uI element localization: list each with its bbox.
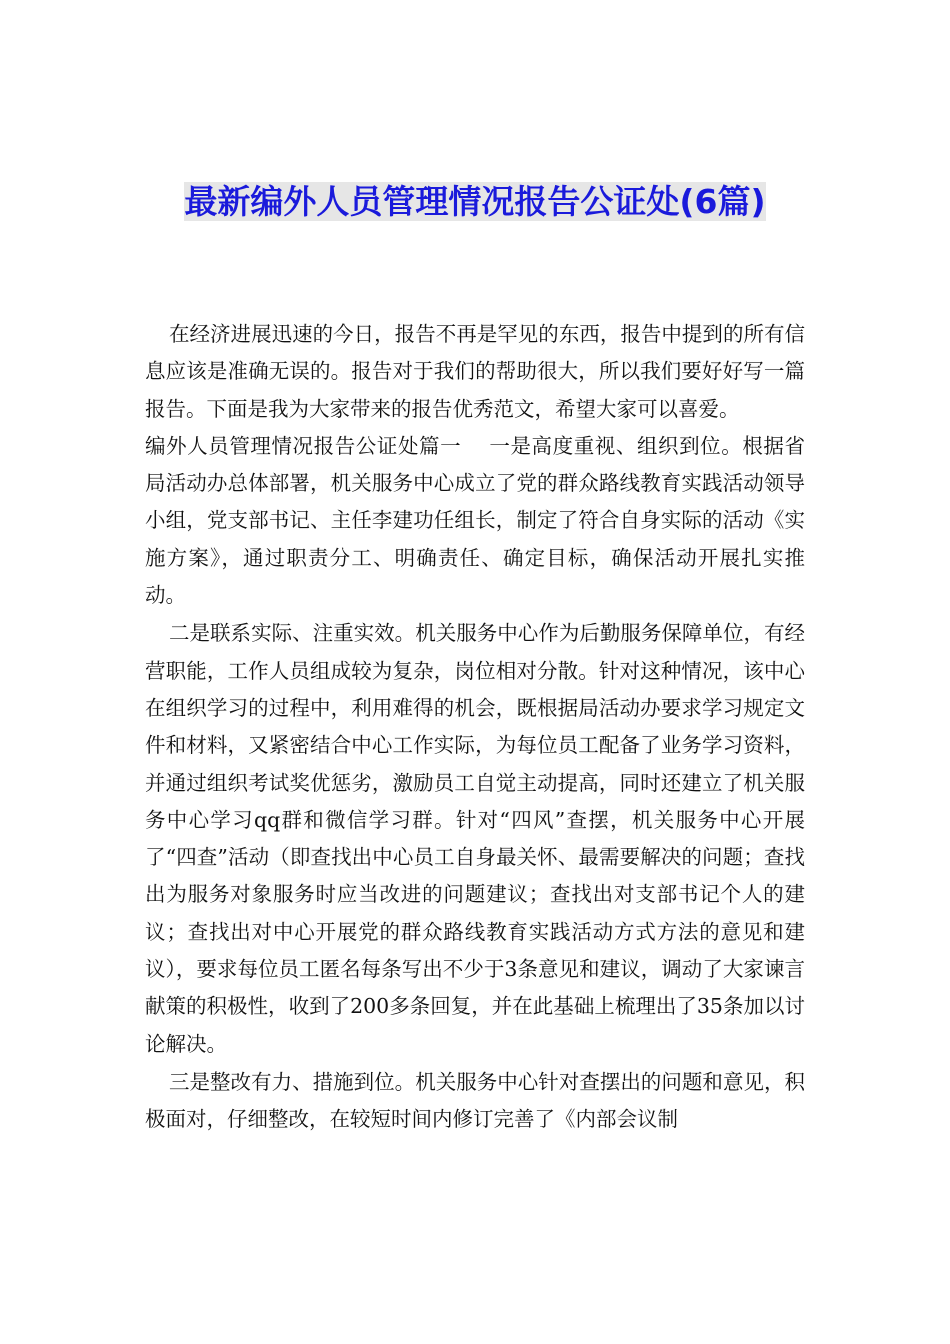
section-two-paragraph: 二是联系实际、注重实效。机关服务中心作为后勤服务保障单位，有经营职能，工作人员组成较为复杂，岗位相对分散。针对这种情况，该中心在组织学习的过程中，利用难得的机会，既根据局活动办要求学习规定文件和材料，又紧密结合中心工作实际，为每位员工配备了业务学习资料，并通过组织考试奖优惩劣，激励员工自觉主动提高，同时还建立了机关服务中心学习qq群和微信学习群。针对“四风”查摆，机关服务中心开展了“四查”活动（即查找出中心员工自身最关怀、最需要解决的问题；查找出为服务对象服务时应当改进的问题建议；查找出对支部书记个人的建议；查找出对中心开展党的群众路线教育实践活动方式方法的意见和建议），要求每位员工匿名每条写出不少于3条意见和建议，调动了大家谏言献策的积极性，收到了200多条回复，并在此基础上梳理出了35条加以讨论解决。 (145, 621, 805, 1056)
section-one-paragraph: 编外人员管理情况报告公证处篇一 一是高度重视、组织到位。根据省局活动办总体部署，机关服务中心成立了党的群众路线教育实践活动领导小组，党支部书记、主任李建功任组长，制定了符合自身实际的活动《实施方案》，通过职责分工、明确责任、确定目标，确保活动开展扎实推动。 (145, 433, 805, 608)
section-three-paragraph: 三是整改有力、措施到位。机关服务中心针对查摆出的问题和意见，积极面对，仔细整改，在较短时间内修订完善了《内部会议制 (145, 1069, 805, 1132)
document-title (145, 176, 805, 228)
intro-paragraph: 在经济进展迅速的今日，报告不再是罕见的东西，报告中提到的所有信息应该是准确无误的。报告对于我们的帮助很大，所以我们要好好写一篇报告。下面是我为大家带来的报告优秀范文，希望大家可以喜爱。 (145, 322, 805, 421)
document-body (145, 316, 805, 1139)
document-title-text: 最新编外人员管理情况报告公证处(6篇) (184, 182, 766, 221)
